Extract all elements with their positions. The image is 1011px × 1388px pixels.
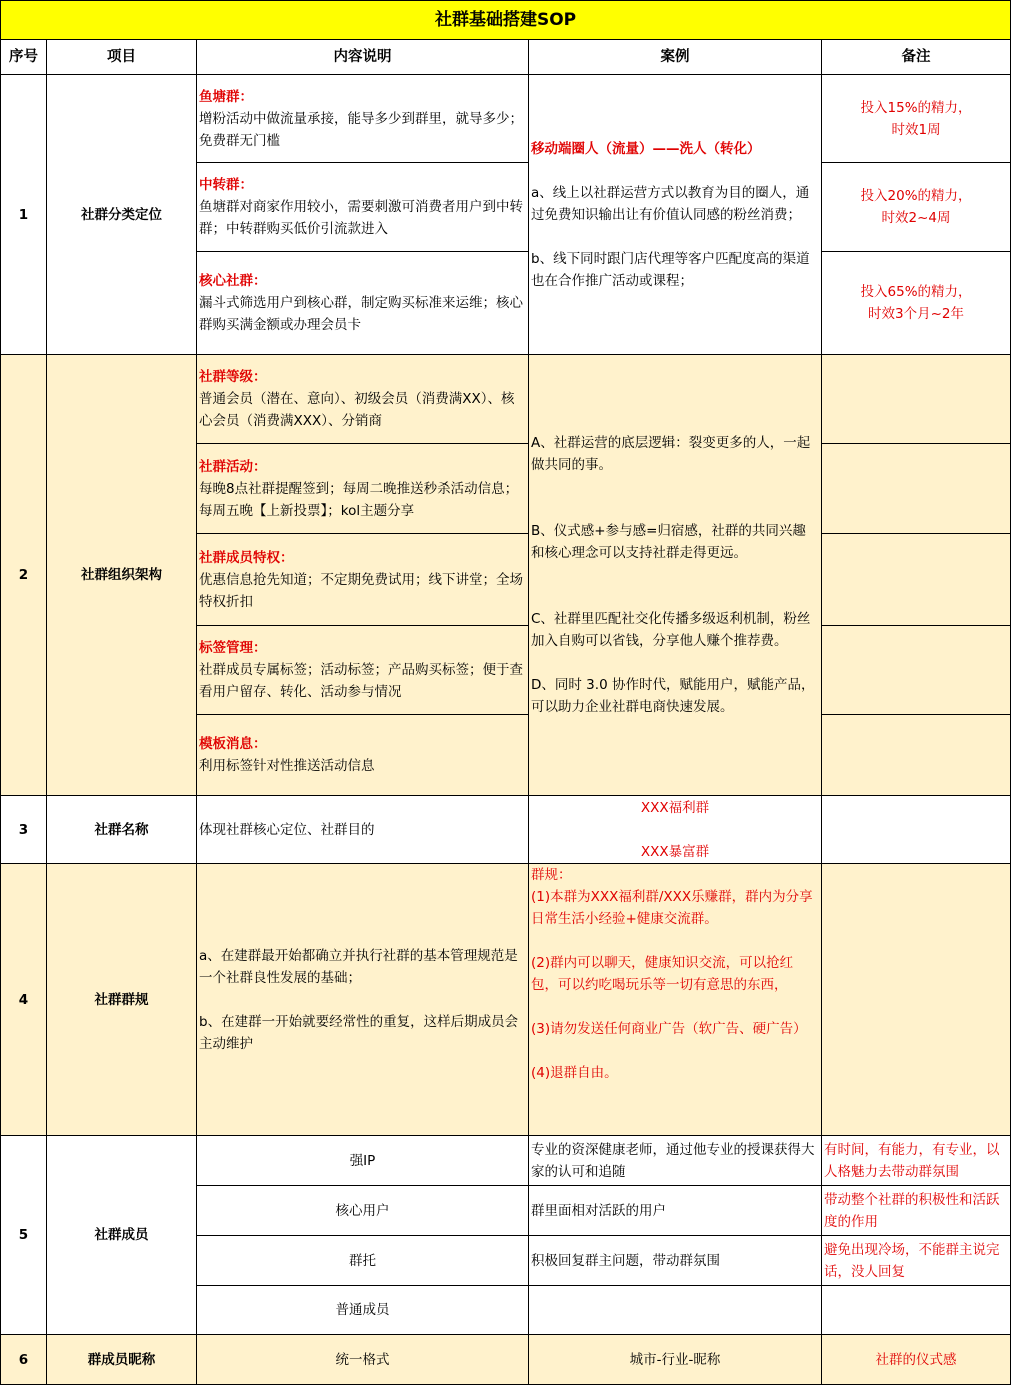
s2-content-4 bbox=[197, 626, 529, 715]
s1-note-3-a: 投入65%的精力， bbox=[860, 284, 972, 300]
s1-content-3-label: 核心社群： bbox=[199, 273, 267, 289]
s1-case bbox=[529, 75, 822, 355]
s4-rule-title: 群规： bbox=[531, 867, 572, 883]
s5-note-2: 带动整个社群的积极性和活跃度的作用 bbox=[822, 1186, 1011, 1236]
s2-case-d: D、同时 3.0 协作时代，赋能用户，赋能产品，可以助力企业社群电商快速发展。 bbox=[531, 677, 815, 715]
s2-note-4 bbox=[822, 626, 1011, 715]
s6-item: 群成员昵称 bbox=[47, 1335, 197, 1385]
header-case: 案例 bbox=[529, 40, 822, 75]
s6-content: 统一格式 bbox=[197, 1335, 529, 1385]
s2-content-2 bbox=[197, 444, 529, 534]
s1-note-1 bbox=[822, 75, 1011, 163]
s1-row-1 bbox=[1, 75, 1011, 163]
s3-case-2: XXX暴富群 bbox=[640, 843, 710, 860]
s1-content-1 bbox=[197, 75, 529, 163]
s2-content-5 bbox=[197, 715, 529, 796]
s2-note-3 bbox=[822, 534, 1011, 626]
s1-content-1-label: 鱼塘群： bbox=[199, 88, 253, 105]
header-no: 序号 bbox=[1, 40, 47, 75]
header-item: 项目 bbox=[47, 40, 197, 75]
s2-case-a: A、社群运营的底层逻辑：裂变更多的人，一起做共同的事。 bbox=[531, 435, 811, 473]
s5-desc-4 bbox=[529, 1286, 822, 1335]
s1-number: 1 bbox=[1, 75, 47, 355]
s1-content-2-text: 鱼塘群对商家作用较小，需要刺激可消费者用户到中转群；中转群购买低价引流款进入 bbox=[199, 199, 523, 237]
s2-content-2-label: 社群活动： bbox=[199, 458, 267, 475]
s3-content: 体现社群核心定位、社群目的 bbox=[197, 796, 529, 864]
s1-note-1-b: 时效1周 bbox=[891, 121, 941, 138]
s1-content-3 bbox=[197, 252, 529, 355]
s4-rule-4: (4)退群自由。 bbox=[531, 1065, 618, 1081]
s5-note-1: 有时间，有能力，有专业，以人格魅力去带动群氛围 bbox=[822, 1136, 1011, 1186]
s2-case bbox=[529, 355, 822, 796]
s2-content-1-text: 普通会员（潜在、意向）、初级会员（消费满XX）、核心会员（消费满XXX）、分销商 bbox=[199, 391, 515, 429]
s1-content-3-text: 漏斗式筛选用户到核心群，制定购买标准来运维；核心群购买满金额或办理会员卡 bbox=[199, 295, 523, 333]
s5-note-3: 避免出现冷场，不能群主说完话，没人回复 bbox=[822, 1236, 1011, 1286]
s5-item: 社群成员 bbox=[47, 1136, 197, 1335]
s5-row-1 bbox=[1, 1136, 1011, 1186]
header-row bbox=[1, 40, 1011, 75]
s1-content-2-label: 中转群： bbox=[199, 177, 253, 193]
s1-case-a: a、线上以社群运营方式以教育为目的圈人，通过免费知识输出让有价值认同感的粉丝消费； bbox=[531, 184, 810, 223]
s2-content-3 bbox=[197, 534, 529, 626]
s1-content-2 bbox=[197, 163, 529, 252]
s5-role-2: 核心用户 bbox=[197, 1186, 529, 1236]
s5-note-4 bbox=[822, 1286, 1011, 1335]
s4-row bbox=[1, 864, 1011, 1136]
s4-content-a: a、在建群最开始都确立并执行社群的基本管理规范是一个社群良性发展的基础； bbox=[199, 947, 518, 986]
s1-note-3 bbox=[822, 252, 1011, 355]
s3-case-1: XXX福利群 bbox=[640, 799, 710, 816]
s1-item: 社群分类定位 bbox=[47, 75, 197, 355]
s4-content-b: b、在建群一开始就要经常性的重复，这样后期成员会主动维护 bbox=[199, 1013, 519, 1052]
s2-number: 2 bbox=[1, 355, 47, 796]
s2-note-5 bbox=[822, 715, 1011, 796]
s2-row-1 bbox=[1, 355, 1011, 444]
header-content: 内容说明 bbox=[197, 40, 529, 75]
s2-item: 社群组织架构 bbox=[47, 355, 197, 796]
s6-case: 城市-行业-昵称 bbox=[529, 1335, 822, 1385]
s4-rule-2: (2)群内可以聊天，健康知识交流，可以抢红包，可以约吃喝玩乐等一切有意思的东西， bbox=[531, 955, 794, 993]
s1-note-2-a: 投入20%的精力， bbox=[860, 188, 972, 204]
s5-number: 5 bbox=[1, 1136, 47, 1335]
s2-content-1 bbox=[197, 355, 529, 444]
s3-note bbox=[822, 796, 1011, 864]
s1-case-b: b、线下同时跟门店代理等客户匹配度高的渠道也在合作推广活动或课程； bbox=[531, 250, 810, 289]
s2-case-b: B、仪式感+参与感=归宿感，社群的共同兴趣和核心理念可以支持社群走得更远。 bbox=[531, 523, 806, 561]
title-row bbox=[1, 1, 1011, 40]
s2-note-2 bbox=[822, 444, 1011, 534]
s2-content-2-text: 每晚8点社群提醒签到；每周二晚推送秒杀活动信息；每周五晚【上新投票】；kol主题分享 bbox=[199, 480, 519, 519]
s2-content-5-text: 利用标签针对性推送活动信息 bbox=[199, 758, 375, 774]
s3-case bbox=[529, 796, 822, 864]
s4-item: 社群群规 bbox=[47, 864, 197, 1136]
s3-item: 社群名称 bbox=[47, 796, 197, 864]
s5-role-1: 强IP bbox=[197, 1136, 529, 1186]
s4-content bbox=[197, 864, 529, 1136]
s4-rule-3: (3)请勿发送任何商业广告（软广告、硬广告） bbox=[531, 1021, 807, 1037]
s3-number: 3 bbox=[1, 796, 47, 864]
s3-row bbox=[1, 796, 1011, 864]
s4-rule-1: (1)本群为XXX福利群/XXX乐赚群，群内为分享日常生活小经验+健康交流群。 bbox=[531, 889, 813, 927]
s2-content-3-label: 社群成员特权： bbox=[199, 549, 294, 566]
s6-number: 6 bbox=[1, 1335, 47, 1385]
s2-content-4-label: 标签管理： bbox=[199, 640, 267, 656]
s1-content-1-text: 增粉活动中做流量承接，能导多少到群里，就导多少；免费群无门槛 bbox=[199, 110, 523, 149]
s6-note: 社群的仪式感 bbox=[822, 1335, 1011, 1385]
s4-case bbox=[529, 864, 822, 1136]
s5-desc-1: 专业的资深健康老师，通过他专业的授课获得大家的认可和追随 bbox=[529, 1136, 822, 1186]
s5-desc-2: 群里面相对活跃的用户 bbox=[529, 1186, 822, 1236]
s5-role-3: 群托 bbox=[197, 1236, 529, 1286]
s2-content-5-label: 模板消息： bbox=[199, 736, 267, 752]
s2-content-4-text: 社群成员专属标签；活动标签；产品购买标签；便于查看用户留存、转化、活动参与情况 bbox=[199, 662, 523, 700]
s1-case-title: 移动端圈人（流量）——洗人（转化） bbox=[531, 140, 761, 157]
s2-content-1-label: 社群等级： bbox=[199, 369, 267, 385]
s4-note bbox=[822, 864, 1011, 1136]
s2-case-c: C、社群里匹配社交化传播多级返利机制，粉丝加入自购可以省钱，分享他人赚个推荐费。 bbox=[531, 611, 811, 649]
s1-note-2 bbox=[822, 163, 1011, 252]
s1-note-2-b: 时效2~4周 bbox=[881, 210, 951, 226]
s1-note-1-a: 投入15%的精力， bbox=[860, 99, 972, 116]
header-note: 备注 bbox=[822, 40, 1011, 75]
s4-number: 4 bbox=[1, 864, 47, 1136]
table-title: 社群基础搭建SOP bbox=[1, 1, 1011, 40]
s2-note-1 bbox=[822, 355, 1011, 444]
s5-desc-3: 积极回复群主问题，带动群氛围 bbox=[529, 1236, 822, 1286]
s2-content-3-text: 优惠信息抢先知道；不定期免费试用；线下讲堂；全场特权折扣 bbox=[199, 571, 523, 610]
s6-row bbox=[1, 1335, 1011, 1385]
s1-note-3-b: 时效3个月~2年 bbox=[868, 306, 965, 322]
s5-role-4: 普通成员 bbox=[197, 1286, 529, 1335]
